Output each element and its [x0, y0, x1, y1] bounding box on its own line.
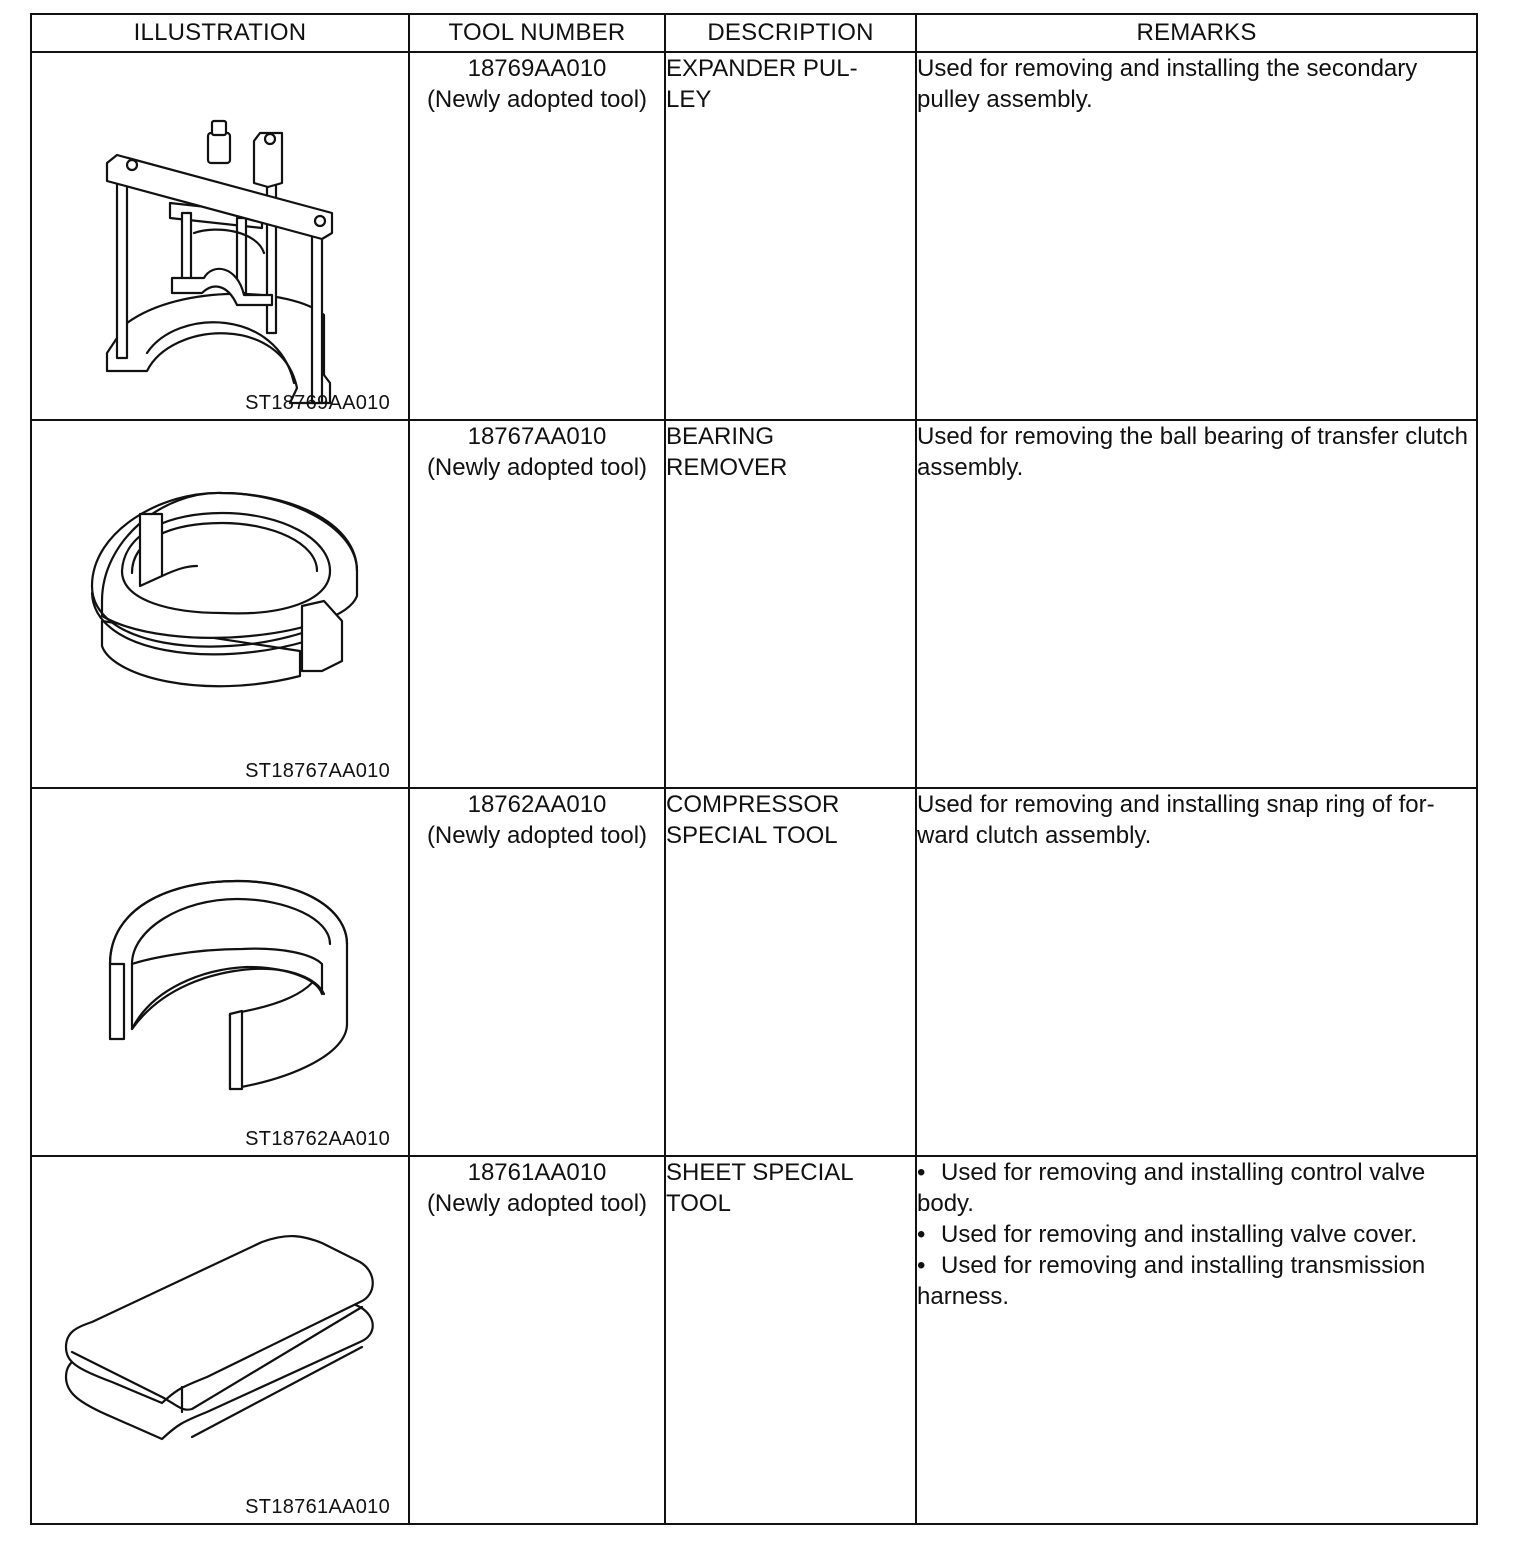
description-cell: EXPANDER PUL- LEY	[665, 52, 916, 420]
bullet-icon: •	[917, 1159, 926, 1186]
bearing-remover-icon	[32, 421, 410, 787]
compressor-ring-icon	[32, 789, 410, 1155]
illustration-cell	[31, 420, 409, 788]
tool-number-cell	[409, 420, 665, 788]
tool-note: (Newly adopted tool)	[426, 1190, 648, 1217]
list-item	[917, 1250, 1476, 1312]
header-illustration: ILLUSTRATION	[31, 14, 409, 52]
remarks-text: Used for removing and installing snap ring of for-ward clutch assembly.	[917, 791, 1435, 849]
sheet-pads-icon	[32, 1157, 410, 1523]
illustration-code: ST18762AA010	[245, 1128, 390, 1150]
remarks-text: Used for removing and installing control valve body.	[917, 1159, 1426, 1217]
remarks-text: Used for removing and installing valve cover.	[941, 1221, 1418, 1248]
remarks-text: Used for removing the ball bearing of transfer clutch assembly.	[917, 423, 1468, 481]
description-cell: SHEET SPECIAL TOOL	[665, 1156, 916, 1524]
tool-number: 18767AA010	[467, 423, 607, 450]
description-cell: COMPRESSOR SPECIAL TOOL	[665, 788, 916, 1156]
remarks-cell	[916, 420, 1477, 788]
tool-number-cell	[409, 788, 665, 1156]
header-remarks: REMARKS	[916, 14, 1477, 52]
description-cell: BEARING REMOVER	[665, 420, 916, 788]
expander-pulley-icon	[32, 53, 410, 419]
illustration-cell	[31, 788, 409, 1156]
table-row	[31, 52, 1477, 420]
tool-note: (Newly adopted tool)	[426, 86, 648, 113]
tool-note: (Newly adopted tool)	[426, 454, 648, 481]
tool-number: 18762AA010	[467, 791, 607, 818]
bullet-icon: •	[917, 1252, 926, 1279]
tool-number-cell	[409, 1156, 665, 1524]
tool-number-cell	[409, 52, 665, 420]
header-row	[31, 14, 1477, 52]
illustration-code: ST18769AA010	[245, 392, 390, 414]
remarks-text: Used for removing and installing transmission harness.	[917, 1252, 1426, 1310]
remarks-list	[917, 1157, 1476, 1312]
bullet-icon: •	[917, 1221, 926, 1248]
header-tool-number: TOOL NUMBER	[409, 14, 665, 52]
tool-note: (Newly adopted tool)	[426, 822, 648, 849]
header-description: DESCRIPTION	[665, 14, 916, 52]
tool-number: 18769AA010	[467, 55, 607, 82]
list-item	[917, 1219, 1476, 1250]
remarks-cell	[916, 52, 1477, 420]
illustration-cell	[31, 1156, 409, 1524]
special-tools-table	[30, 13, 1478, 1525]
remarks-text: Used for removing and installing the secondary pulley assembly.	[917, 55, 1418, 113]
table-row	[31, 420, 1477, 788]
tool-number: 18761AA010	[467, 1159, 607, 1186]
table-row	[31, 788, 1477, 1156]
illustration-code: ST18767AA010	[245, 760, 390, 782]
illustration-code: ST18761AA010	[245, 1496, 390, 1518]
list-item	[917, 1157, 1476, 1219]
table-row	[31, 1156, 1477, 1524]
remarks-cell	[916, 1156, 1477, 1524]
illustration-cell	[31, 52, 409, 420]
remarks-cell	[916, 788, 1477, 1156]
